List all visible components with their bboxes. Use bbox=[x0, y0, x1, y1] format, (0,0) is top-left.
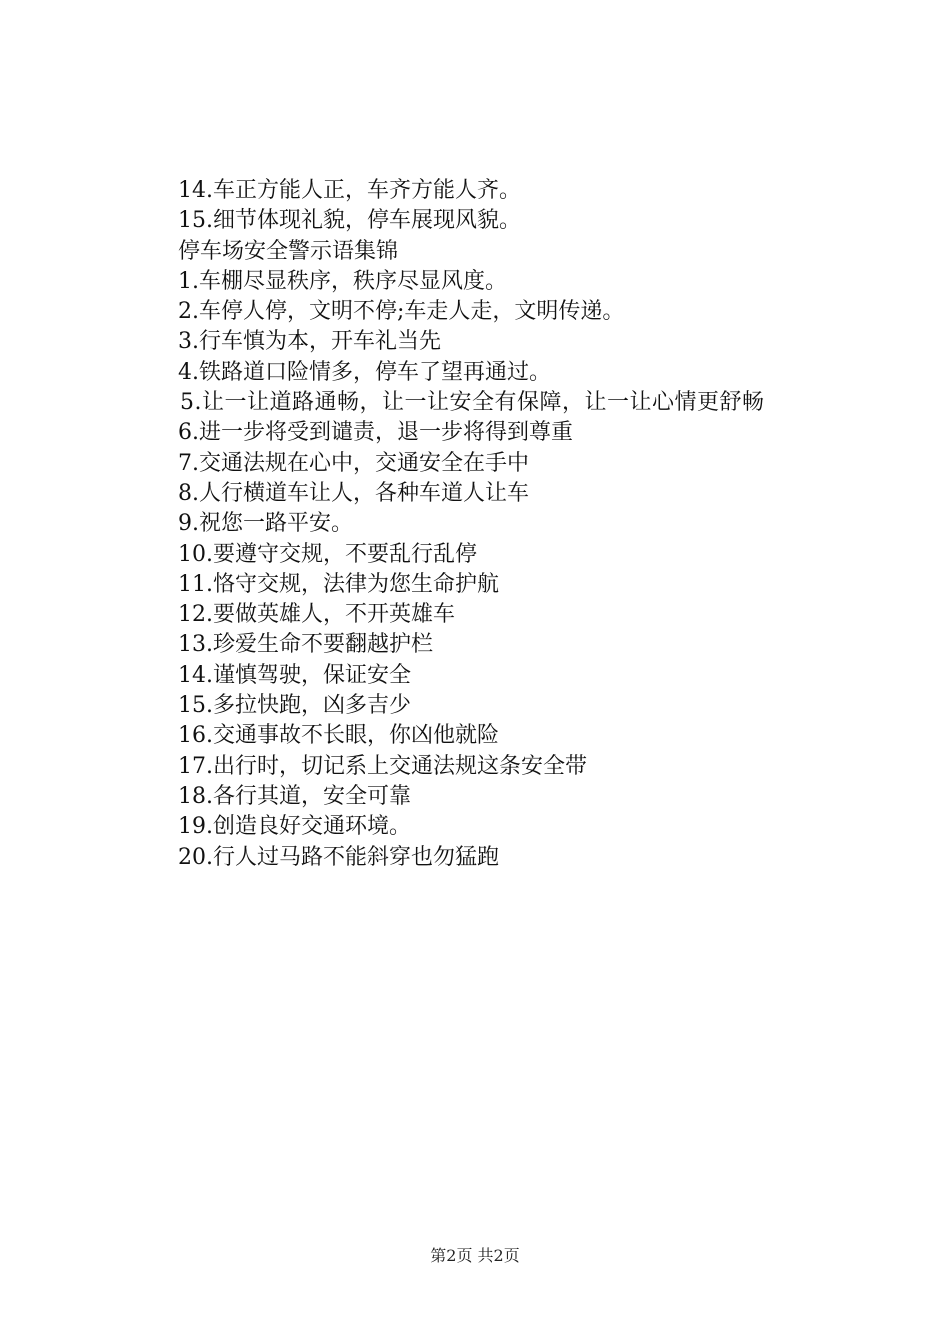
text-line: 9.祝您一路平安。 bbox=[178, 511, 353, 537]
text-line: 20.行人过马路不能斜穿也勿猛跑 bbox=[178, 844, 499, 870]
text-line: 18.各行其道，安全可靠 bbox=[178, 783, 411, 809]
page-footer: 第2页 共2页 bbox=[430, 1246, 520, 1265]
text-line: 14.谨慎驾驶，保证安全 bbox=[178, 662, 411, 688]
text-line: 19.创造良好交通环境。 bbox=[178, 814, 411, 840]
section-heading: 停车场安全警示语集锦 bbox=[178, 238, 399, 264]
text-line: 12.要做英雄人，不开英雄车 bbox=[178, 602, 455, 628]
document-body bbox=[130, 176, 830, 873]
text-line: 3.行车慎为本，开车礼当先 bbox=[178, 329, 441, 355]
text-line: 7.交通法规在心中，交通安全在手中 bbox=[178, 450, 529, 476]
text-line: 8.人行横道车让人，各种车道人让车 bbox=[178, 480, 529, 506]
text-line: 5.让一让道路通畅，让一让安全有保障，让一让心情更舒畅 bbox=[180, 390, 765, 416]
text-line: 10.要遵守交规，不要乱行乱停 bbox=[178, 541, 477, 567]
text-line: 6.进一步将受到谴责，退一步将得到尊重 bbox=[178, 420, 573, 446]
text-line: 13.珍爱生命不要翻越护栏 bbox=[178, 632, 433, 658]
text-line: 15.细节体现礼貌，停车展现风貌。 bbox=[178, 208, 521, 234]
text-line: 15.多拉快跑，凶多吉少 bbox=[178, 693, 411, 719]
text-line: 17.出行时，切记系上交通法规这条安全带 bbox=[178, 753, 587, 779]
text-line: 14.车正方能人正，车齐方能人齐。 bbox=[178, 178, 521, 203]
text-line: 4.铁路道口险情多，停车了望再通过。 bbox=[178, 359, 551, 385]
text-line: 1.车棚尽显秩序，秩序尽显风度。 bbox=[178, 268, 507, 294]
text-line: 2.车停人停，文明不停;车走人走，文明传递。 bbox=[178, 299, 625, 325]
text-line: 16.交通事故不长眼，你凶他就险 bbox=[178, 723, 499, 749]
text-line: 11.恪守交规，法律为您生命护航 bbox=[178, 571, 499, 597]
